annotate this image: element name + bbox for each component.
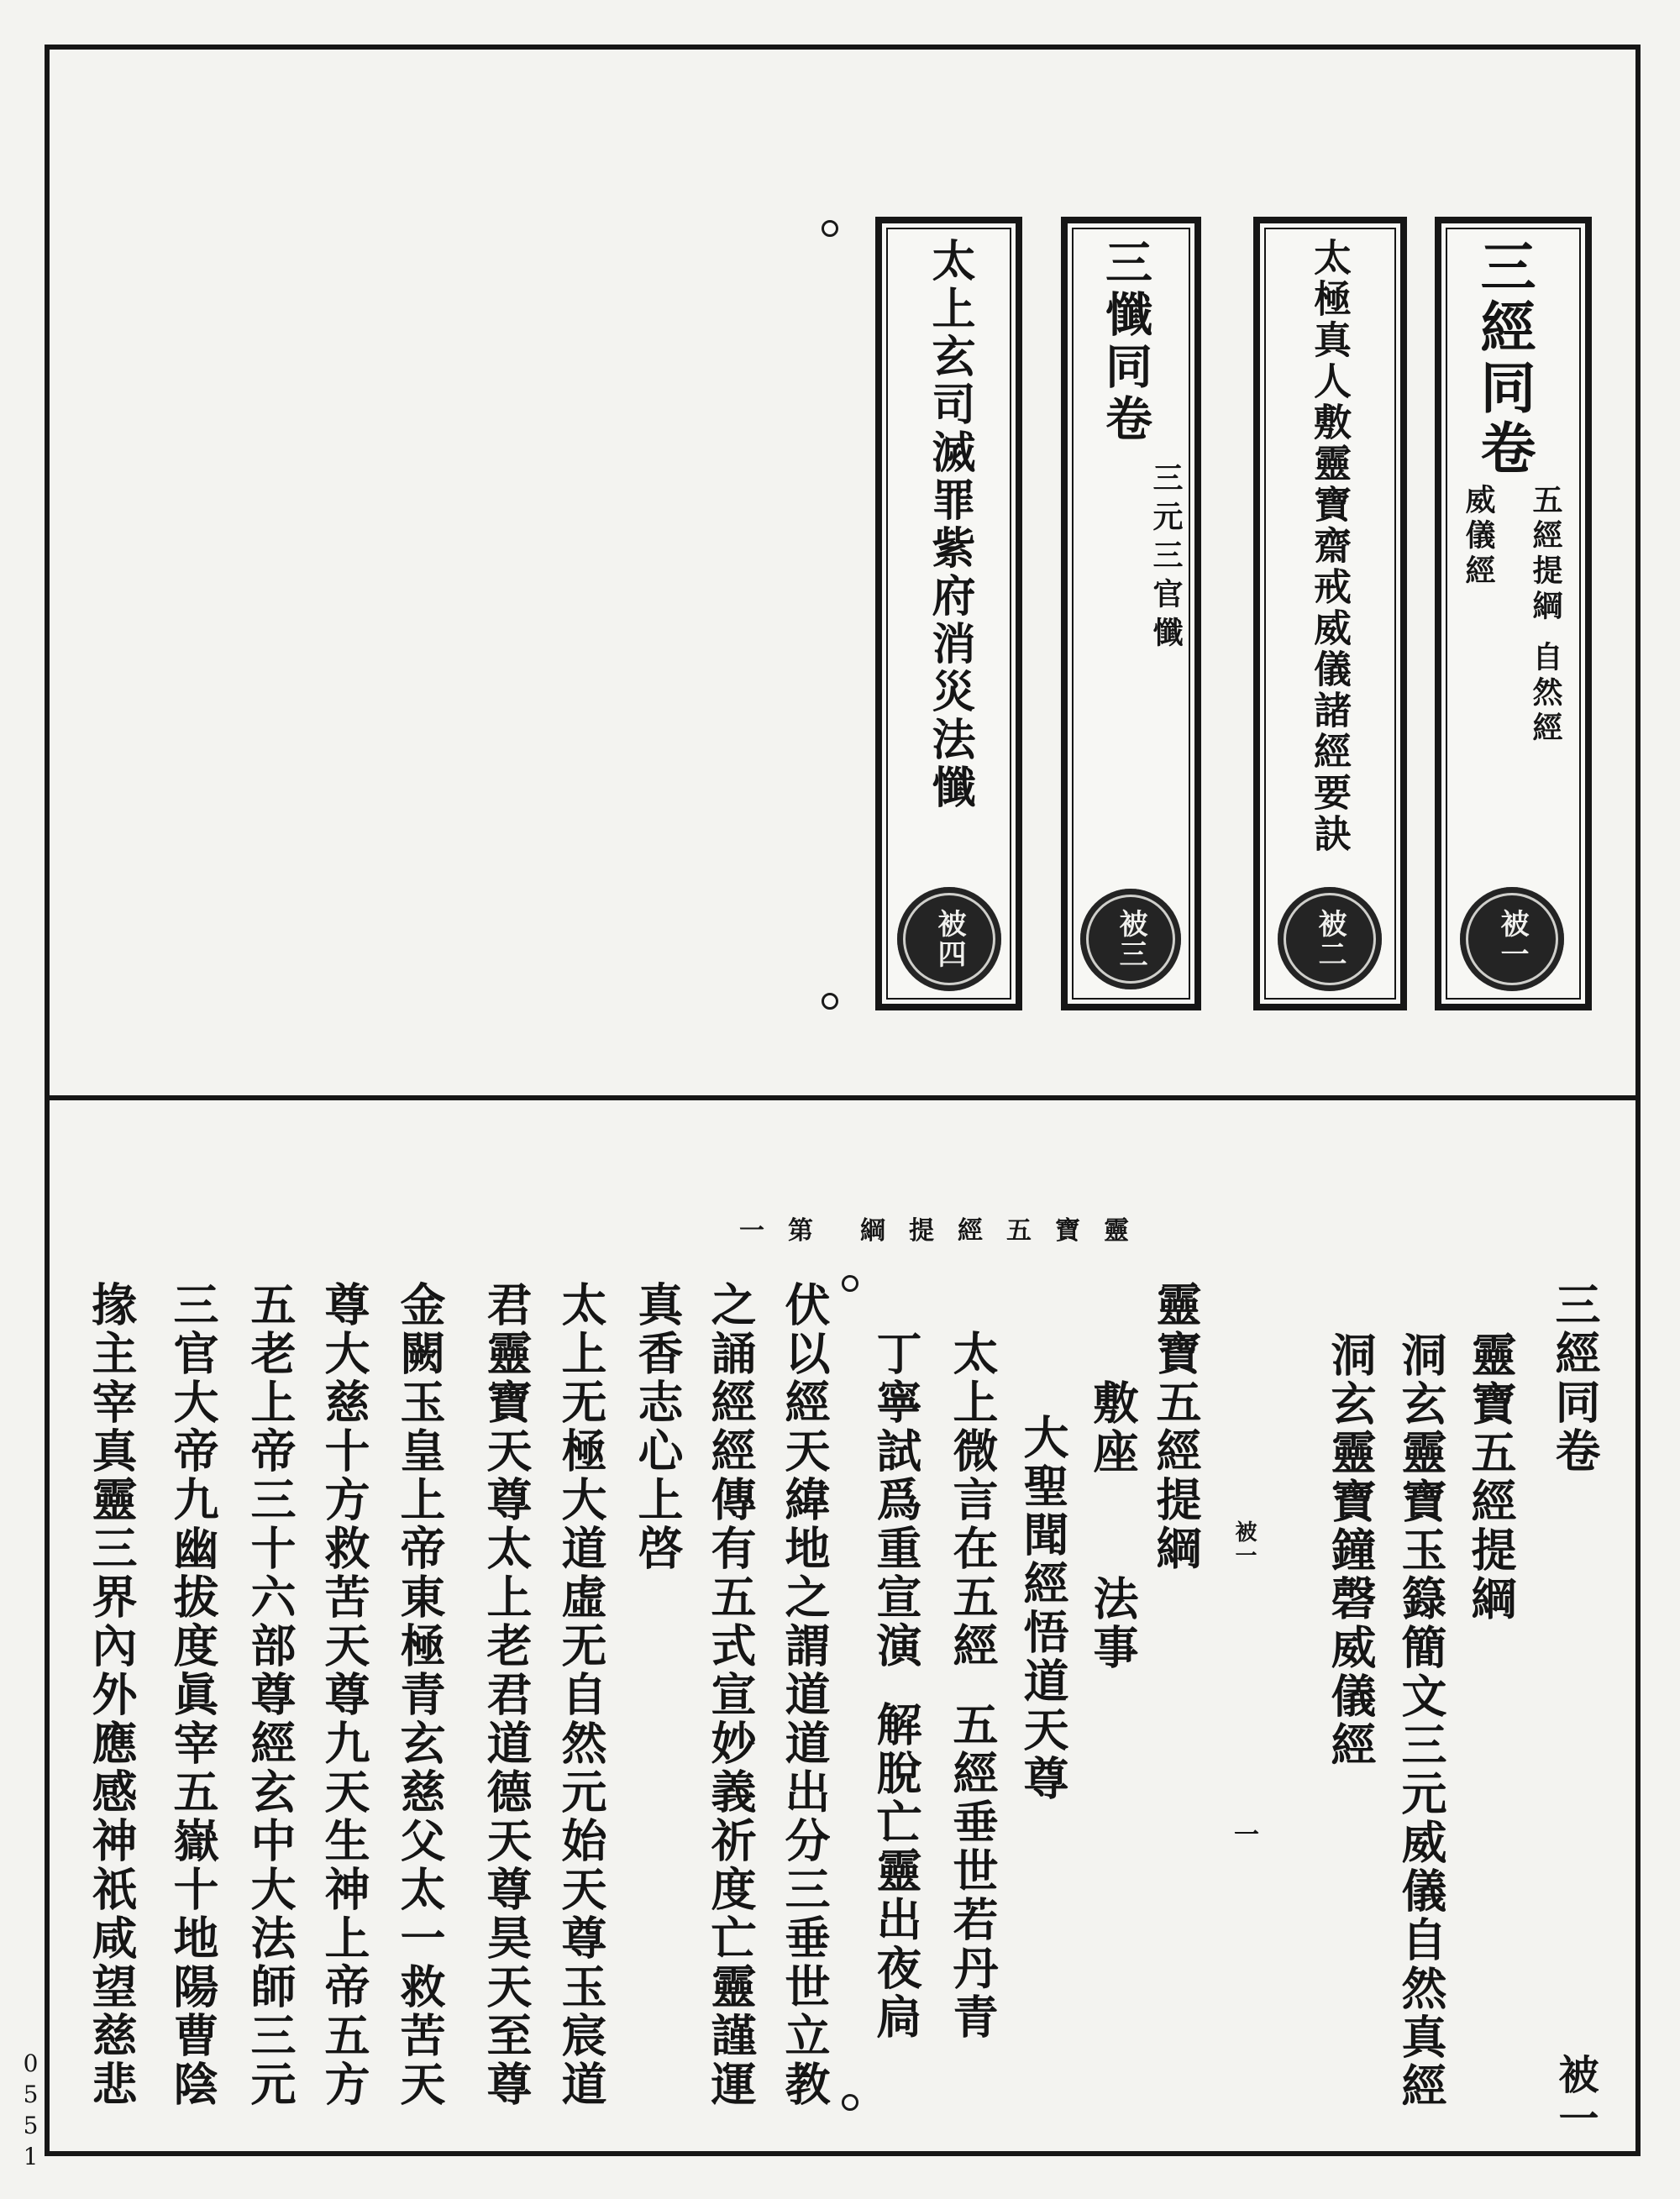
seal-label: 被二 (1313, 909, 1347, 969)
binding-hole-icon (822, 220, 838, 237)
page-header-number: 第一 (739, 1216, 837, 1246)
seal-label: 被四 (932, 909, 966, 969)
text-column: 太上无極大道虛无自然元始天尊玉宸道 (554, 1281, 608, 2109)
seal-label: 被三 (1114, 909, 1147, 969)
seal-label: 被一 (1495, 909, 1529, 969)
text-column: 五老上帝三十六部尊經玄中大法師三元 (244, 1281, 297, 2109)
volume-label-2 (1253, 217, 1407, 1010)
volume-title: 太上玄司滅罪紫府消災法懺 (924, 238, 975, 812)
page-divider (45, 1095, 1641, 1100)
volume-title: 三經同卷 (1471, 238, 1536, 480)
volume-note: 威儀經 (1461, 484, 1496, 590)
volume-note: 自然經 (1528, 641, 1563, 747)
volume-number-mark: 被一 (1551, 2054, 1599, 2141)
text-column: 洞玄靈寶鐘磬威儀經 (1324, 1331, 1378, 1770)
text-column: 大聖聞經悟道天尊 (1016, 1414, 1070, 1803)
volume-title: 三懺同卷 (1098, 238, 1153, 446)
text-column: 敷座 (1086, 1379, 1140, 1477)
verse-line: 太上微言在五經 (946, 1330, 1000, 1671)
binding-hole-icon (842, 2094, 858, 2111)
page-header (739, 1215, 1152, 1248)
text-column: 三經同卷 (1548, 1281, 1602, 1476)
margin-page-mark: 一 (1229, 1821, 1258, 1846)
seal-stamp (1278, 887, 1382, 991)
volume-note: 三元三官懺 (1148, 462, 1184, 655)
text-column: 靈寶五經提綱 (1464, 1331, 1518, 1624)
volume-label-3 (1061, 217, 1201, 1010)
binding-hole-icon (822, 993, 838, 1010)
text-column: 洞玄靈寶玉籙簡文三元威儀自然真經 (1394, 1331, 1448, 2111)
text-column: 尊大慈十方救苦天尊九天生神上帝五方 (318, 1281, 371, 2109)
volume-label-1 (1435, 217, 1592, 1010)
seal-stamp (897, 887, 1001, 991)
volume-note: 五經提綱 (1528, 484, 1563, 625)
margin-volume-mark: 被一 (1231, 1520, 1257, 1567)
seal-stamp (1080, 889, 1181, 989)
text-column: 三官大帝九幽拔度眞宰五嶽十地陽曹陰 (166, 1281, 220, 2109)
seal-stamp (1460, 887, 1564, 991)
verse-line: 解脫亡靈出夜扃 (869, 1701, 923, 2042)
verse-line: 丁寧試爲重宣演 (869, 1330, 923, 1671)
verse-line: 五經垂世若丹青 (946, 1701, 1000, 2042)
text-column: 金闕玉皇上帝東極青玄慈父太一救苦天 (393, 1281, 447, 2109)
text-column: 真香志心上啓 (631, 1281, 685, 1573)
text-column: 伏以經天緯地之謂道道出分三垂世立教 (778, 1281, 832, 2109)
volume-title: 太極真人敷靈寶齋戒威儀諸經要訣 (1307, 238, 1352, 855)
text-column: 之誦經經傳有五式宣妙義祈度亡靈謹運 (704, 1281, 758, 2109)
text-column: 法事 (1086, 1575, 1140, 1672)
text-column: 掾主宰真靈三界內外應感神祇咸望慈悲 (85, 1281, 139, 2109)
page-header-title: 靈寶五經提綱 (860, 1216, 1152, 1246)
volume-label-4 (875, 217, 1022, 1010)
page-number: 0551 (17, 2049, 45, 2174)
section-title: 靈寶五經提綱 (1149, 1281, 1203, 1573)
binding-hole-icon (842, 1275, 858, 1292)
text-column: 君靈寶天尊太上老君道德天尊昊天至尊 (480, 1281, 533, 2109)
